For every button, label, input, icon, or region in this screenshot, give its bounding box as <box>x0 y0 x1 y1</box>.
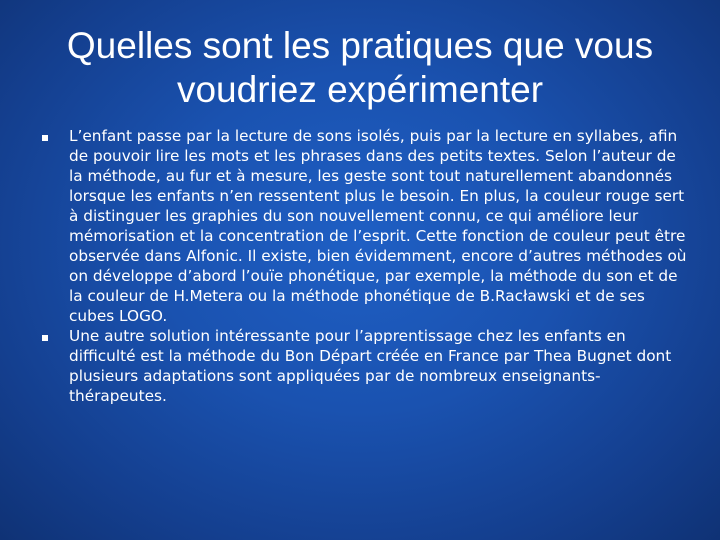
bullet-item <box>42 326 692 406</box>
bullet-text: L’enfant passe par la lecture de sons isolés, puis par la lecture en syllabes, afin de pouvoir lire les mots et les phrases dans des petits textes. Selon l’auteur de la méthode, au fur et à mesure, les geste sont tout naturellement abandonnés lorsque les enfants n’en ressentent plus le besoin. En plus, la couleur rouge sert à distinguer les graphies du son nouvellement connu, ce qui améliore leur mémorisation et la concentration de l’esprit. Cette fonction de couleur peut être observée dans Alfonic. Il existe, bien évidemment, encore d’autres méthodes où on développe d’abord l’ouïe phonétique, par exemple, la méthode du son et de la couleur de H.Metera ou la méthode phonétique de B.Racławski et de ses cubes LOGO. <box>69 127 687 325</box>
square-bullet-icon <box>42 335 48 341</box>
slide-title: Quelles sont les pratiques que vous voudriez expérimenter <box>66 25 654 110</box>
bullet-text: Une autre solution intéressante pour l’apprentissage chez les enfants en difficulté est la méthode du Bon Départ créée en France par Thea Bugnet dont plusieurs adaptations sont appliquées par de nombreux enseignants-thérapeutes. <box>69 327 672 405</box>
square-bullet-icon <box>42 135 48 141</box>
bullet-list <box>42 126 692 406</box>
bullet-item <box>42 126 692 326</box>
